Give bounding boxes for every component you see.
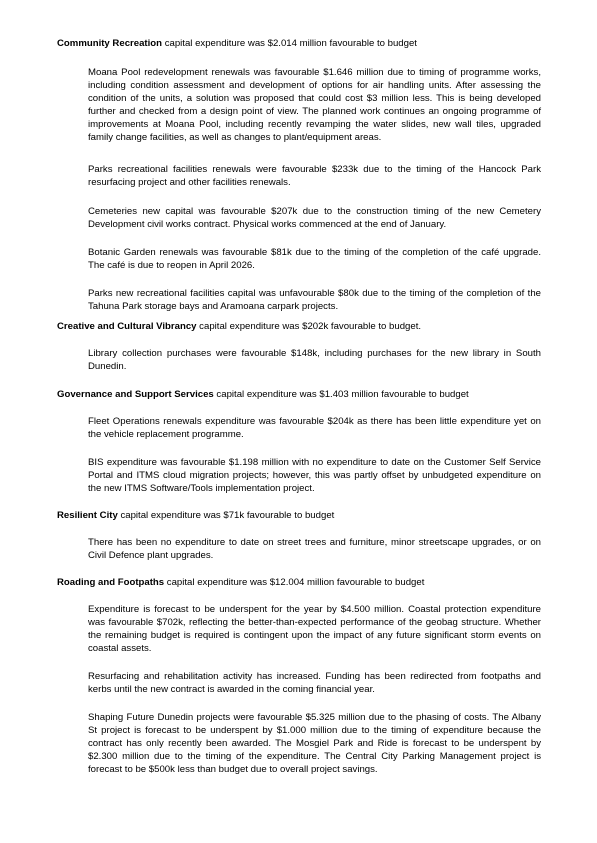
- paragraph: There has been no expenditure to date on street trees and furniture, minor streetscape upgrades, or on Civil Defence plant upgrades.: [88, 537, 541, 561]
- paragraph: Botanic Garden renewals was favourable $81k due to the timing of the completion of the café upgrade. The café is due to reopen in April 2026.: [88, 247, 541, 271]
- paragraph: Library collection purchases were favourable $148k, including purchases for the new library in South Dunedin.: [88, 348, 541, 372]
- paragraph: Expenditure is forecast to be underspent for the year by $4.500 million. Coastal protection expenditure was favourable $702k, reflecting the better-than-expected performance of the geobag structure. Whether the remaining budget is required is contingent upon the impact of any future significant storm events on coastal assets.: [88, 604, 541, 654]
- paragraph: Cemeteries new capital was favourable $207k due to the construction timing of the new Cemetery Development civil works contract. Physical works commenced at the end of January.: [88, 206, 541, 230]
- paragraph: Fleet Operations renewals expenditure was favourable $204k as there has been little expenditure yet on the vehicle replacement programme.: [88, 416, 541, 440]
- section-heading-community-recreation: [57, 38, 547, 50]
- section-heading-roading-footpaths: [57, 577, 547, 589]
- section-title: Community Recreation: [57, 38, 163, 49]
- section-heading-governance-support-services: [57, 389, 547, 401]
- section-heading-creative-cultural-vibrancy: [57, 321, 547, 333]
- paragraph: Parks new recreational facilities capital was unfavourable $80k due to the timing of the completion of the Tahuna Park storage bays and Aramoana carpark projects.: [88, 288, 541, 312]
- section-title: Creative and Cultural Vibrancy: [57, 321, 197, 332]
- section-title: Roading and Footpaths: [57, 577, 165, 588]
- paragraph: Moana Pool redevelopment renewals was favourable $1.646 million due to timing of programme works, including condition assessment and development of options for air handling units. After assessing the condition of the units, a solution was proposed that could cost $3 million less. This is being developed further and checked from a design point of view. The planned work continues an ongoing programme of improvements at Moana Pool, including recently revamping the water slides, new wall tiles, upgraded family change facilities, as well as changes to plant/equipment areas.: [88, 67, 541, 143]
- section-summary: capital expenditure was $71k favourable to budget: [117, 510, 335, 521]
- paragraph: Parks recreational facilities renewals were favourable $233k due to the timing of the Hancock Park resurfacing project and other facilities renewals.: [88, 164, 541, 188]
- section-summary: capital expenditure was $12.004 million favourable to budget: [164, 577, 425, 588]
- section-heading-resilient-city: [57, 510, 547, 522]
- section-summary: capital expenditure was $202k favourable to budget.: [196, 321, 422, 332]
- section-summary: capital expenditure was $1.403 million favourable to budget: [213, 389, 469, 400]
- paragraph: Shaping Future Dunedin projects were favourable $5.325 million due to the phasing of costs. The Albany St project is forecast to be underspent by $1.000 million due to the timing of expenditure because the contract has only recently been awarded. The Mosgiel Park and Ride is forecast to be underspent by $2.300 million due to the timing of the expenditure. The Central City Parking Management project is forecast to be $500k less than budget due to overall project savings.: [88, 712, 541, 775]
- section-title: Governance and Support Services: [57, 389, 214, 400]
- paragraph: BIS expenditure was favourable $1.198 million with no expenditure to date on the Customer Self Service Portal and ITMS cloud migration projects; however, this was partly offset by unbudgeted expenditure on the new ITMS Software/Tools implementation project.: [88, 457, 541, 494]
- section-summary: capital expenditure was $2.014 million favourable to budget: [162, 38, 417, 49]
- section-title: Resilient City: [57, 510, 118, 521]
- paragraph: Resurfacing and rehabilitation activity has increased. Funding has been redirected from footpaths and kerbs until the new contract is awarded in the coming financial year.: [88, 671, 541, 695]
